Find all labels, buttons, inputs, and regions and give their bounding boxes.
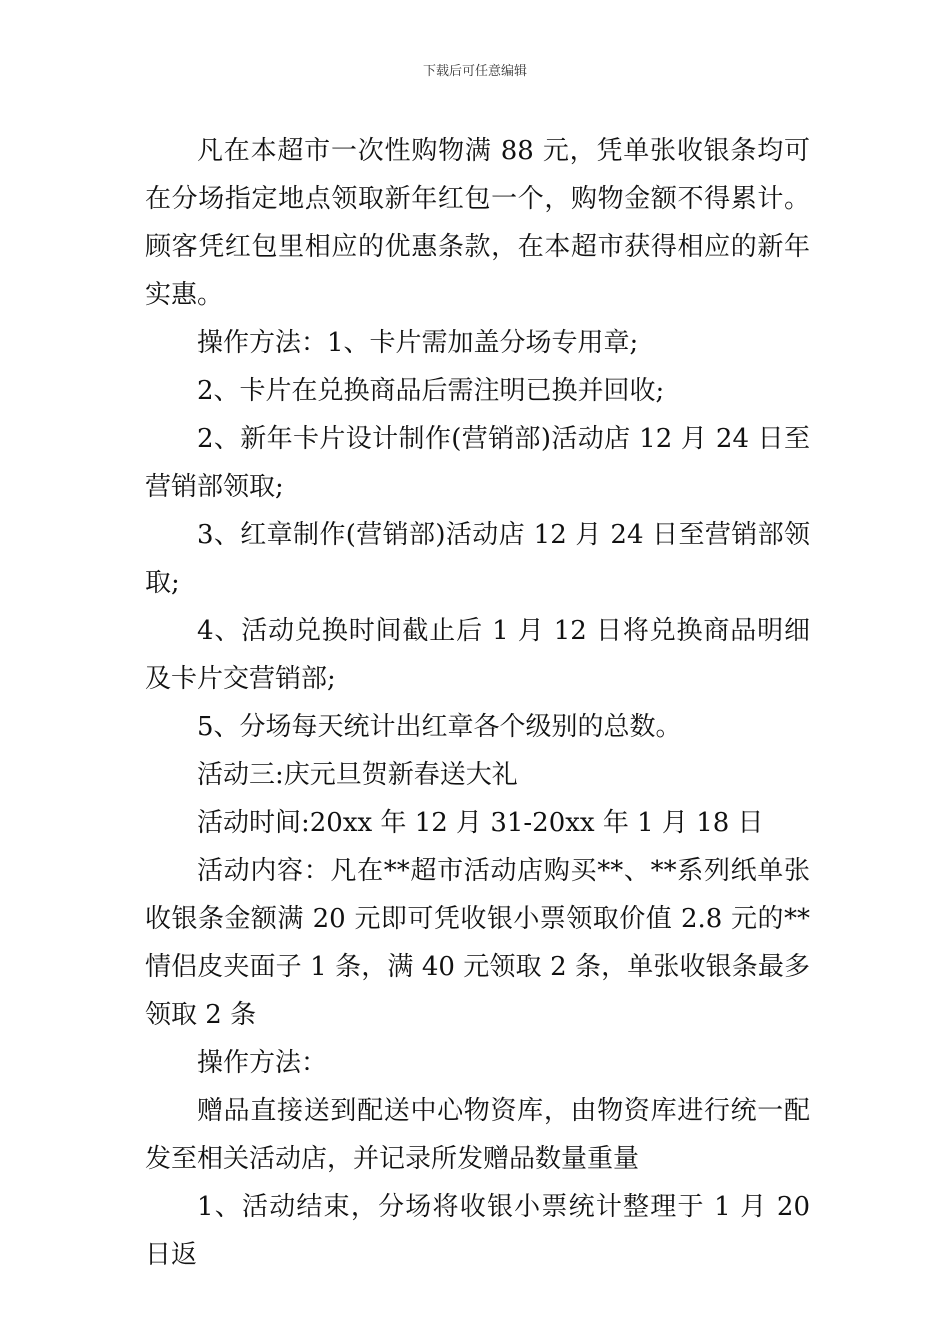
- page-header-note: 下载后可任意编辑: [422, 64, 527, 79]
- document-body: [145, 127, 819, 1279]
- paragraph-exchange-deadline: 4、活动兑换时间截止后 1 月 12 日将兑换商品明细及卡片交营销部;: [145, 616, 810, 694]
- paragraph-gift-distribution: 赠品直接送到配送中心物资库，由物资库进行统一配发至相关活动店，并记录所发赠品数量重量: [145, 1096, 810, 1174]
- paragraph-new-year-red-packet: 凡在本超市一次性购物满 88 元，凭单张收银条均可在分场指定地点领取新年红包一个，购物金额不得累计。顾客凭红包里相应的优惠条款，在本超市获得相应的新年实惠。: [145, 136, 810, 310]
- paragraph-operation-method-1: 操作方法：1、卡片需加盖分场专用章;: [197, 328, 639, 358]
- paragraph-card-design: 2、新年卡片设计制作(营销部)活动店 12 月 24 日至营销部领取;: [145, 424, 810, 502]
- paragraph-activity-end: 1、活动结束，分场将收银小票统计整理于 1 月 20 日返: [145, 1192, 819, 1270]
- paragraph-activity-time: 活动时间:20xx 年 12 月 31-20xx 年 1 月 18 日: [197, 808, 764, 838]
- paragraph-red-stamp: 3、红章制作(营销部)活动店 12 月 24 日至营销部领取;: [145, 520, 810, 598]
- paragraph-activity-content: 活动内容：凡在**超市活动店购买**、**系列纸单张收银条金额满 20 元即可凭收银小票领取价值 2.8 元的**情侣皮夹面子 1 条，满 40 元领取 2 条，单张收银条最多领取 2 条: [145, 856, 810, 1030]
- paragraph-card-exchange: 2、卡片在兑换商品后需注明已换并回收;: [197, 376, 665, 406]
- paragraph-operation-method-2: 操作方法：: [197, 1048, 328, 1078]
- section-title-activity-three: 活动三:庆元旦贺新春送大礼: [197, 760, 518, 790]
- paragraph-daily-count: 5、分场每天统计出红章各个级别的总数。: [197, 712, 682, 742]
